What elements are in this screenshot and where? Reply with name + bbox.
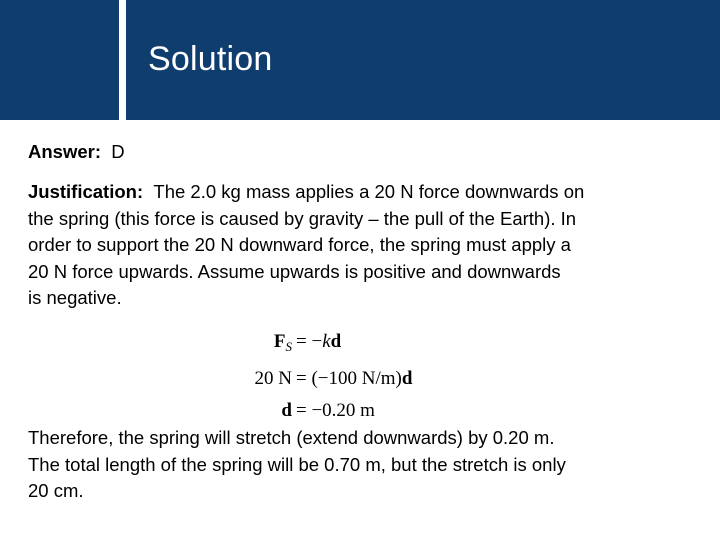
- justification-line: [28, 179, 708, 206]
- equation-hookes-law: [232, 326, 412, 363]
- displacement-symbol: d: [401, 368, 413, 389]
- equation-block: [232, 326, 412, 427]
- conclusion-line: 20 cm.: [28, 480, 84, 501]
- answer-label: Answer:: [28, 141, 101, 162]
- equals-sign: =: [296, 400, 307, 421]
- answer-line: [28, 141, 125, 163]
- slide-title: Solution: [148, 40, 273, 78]
- conclusion-line: The total length of the spring will be 0.70 m, but the stretch is only: [28, 453, 566, 475]
- conclusion-paragraph: [28, 425, 708, 505]
- conclusion-line: Therefore, the spring will stretch (extend downwards) by 0.20 m.: [28, 427, 555, 448]
- equals-sign: =: [296, 368, 307, 389]
- justification-paragraph: [28, 179, 708, 312]
- answer-value: D: [111, 141, 125, 162]
- justification-text: The 2.0 kg mass applies a 20 N force downwards on: [153, 181, 585, 202]
- equation-lhs: 20 N: [254, 368, 292, 389]
- header-divider: [119, 0, 126, 120]
- justification-line: the spring (this force is caused by gravity – the pull of the Earth). In: [28, 207, 577, 229]
- force-symbol: F: [273, 331, 286, 352]
- justification-line: order to support the 20 N downward force, the spring must apply a: [28, 234, 571, 255]
- displacement-symbol: d: [281, 400, 292, 421]
- equation-substitution: [232, 363, 412, 395]
- minus-sign: −: [311, 331, 323, 352]
- displacement-symbol: d: [330, 331, 342, 352]
- spring-constant-symbol: k: [322, 331, 331, 352]
- spring-constant-value: (−100 N/m): [311, 368, 402, 389]
- equals-sign: =: [296, 331, 307, 352]
- justification-line: is negative.: [28, 287, 122, 308]
- displacement-value: −0.20 m: [311, 400, 375, 421]
- justification-label: Justification:: [28, 181, 144, 202]
- force-subscript: S: [285, 339, 292, 354]
- justification-line: 20 N force upwards. Assume upwards is positive and downwards: [28, 260, 561, 282]
- equation-result: [232, 395, 412, 427]
- header-left-panel: [0, 0, 119, 120]
